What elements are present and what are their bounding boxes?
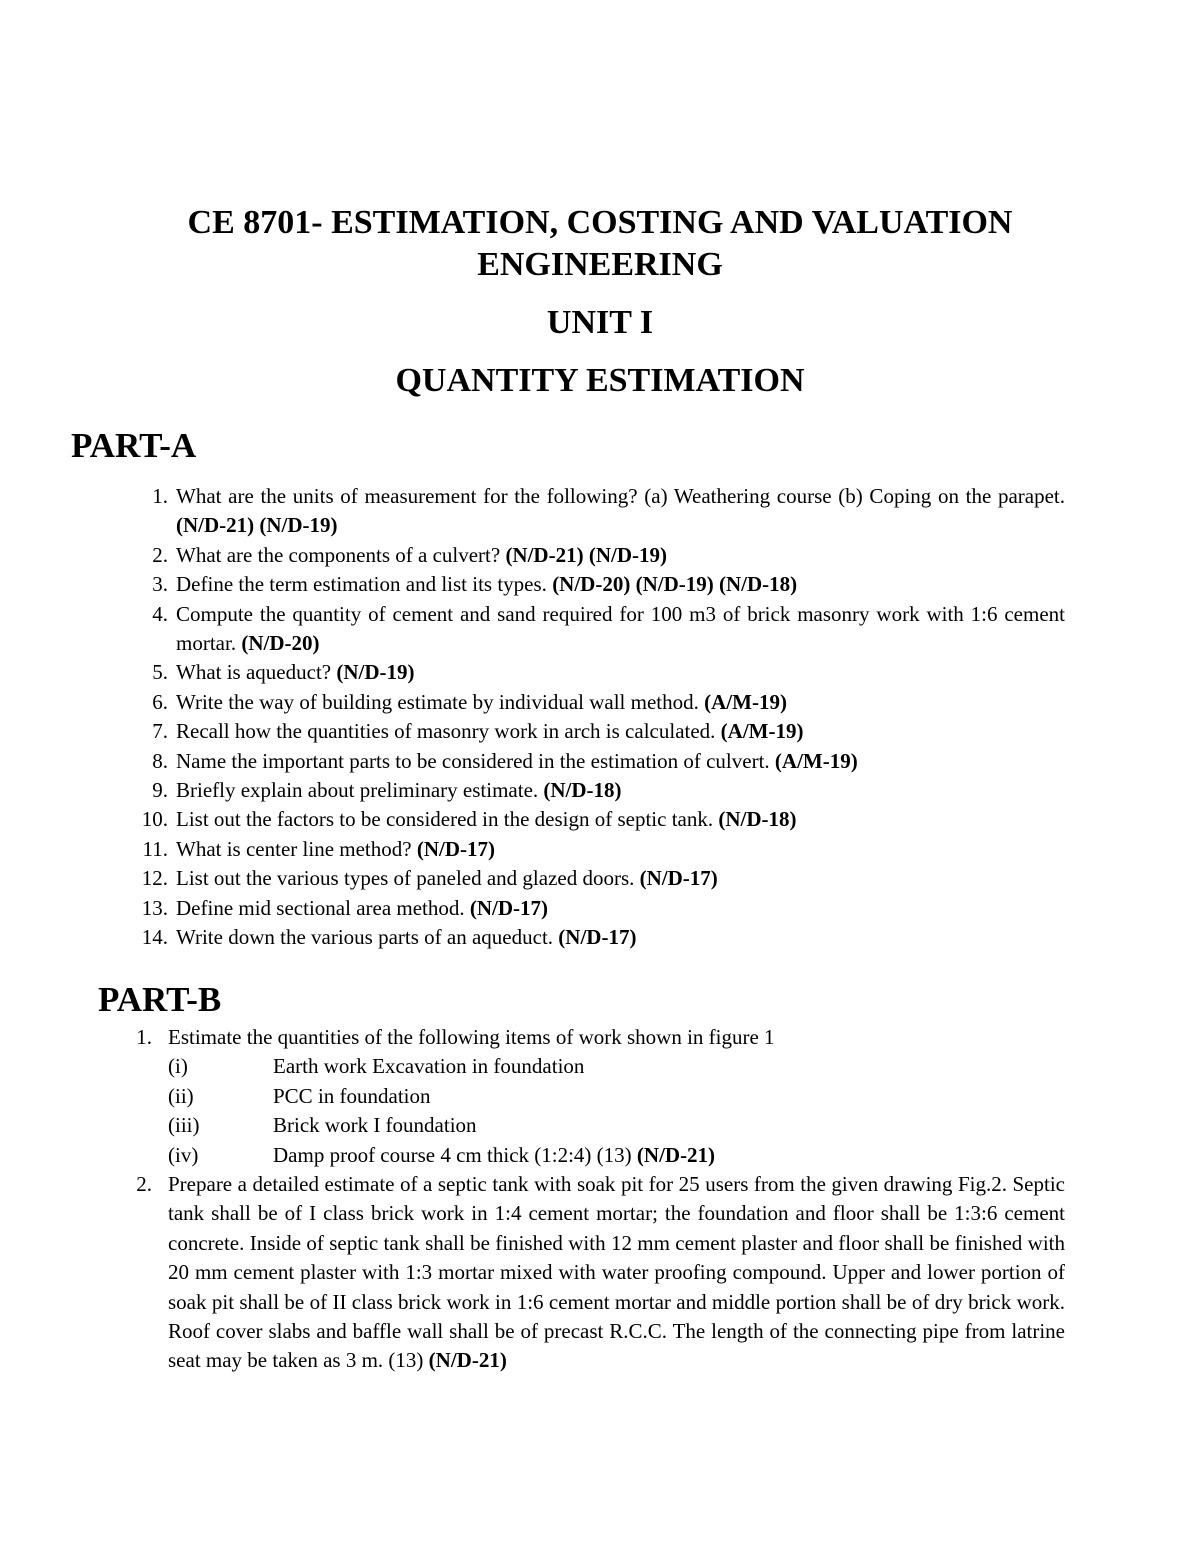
question-body xyxy=(176,717,1065,746)
unit-heading: UNIT I xyxy=(546,304,654,341)
question-body xyxy=(176,894,1065,923)
question-text: What are the components of a culvert? xyxy=(176,542,501,567)
list-item xyxy=(140,570,1065,599)
question-number: 2. xyxy=(136,1172,152,1197)
part-b-question-list xyxy=(130,1023,1065,1376)
question-number: 14. xyxy=(141,925,168,950)
question-body xyxy=(176,658,1065,687)
part-a-heading: PART-A xyxy=(71,426,197,465)
question-number: 11. xyxy=(142,836,168,861)
question-number: 10. xyxy=(141,807,168,832)
list-item xyxy=(140,864,1065,893)
exam-tag: (N/D-21) (N/D-19) xyxy=(176,513,338,538)
exam-tag: (N/D-19) xyxy=(336,660,415,685)
sub-item xyxy=(168,1111,1065,1140)
document-title-block xyxy=(0,202,1200,402)
question-text: What are the units of measurement for the following? (a) Weathering course (b) Coping on the parapet. xyxy=(176,484,1065,508)
question-text: Prepare a detailed estimate of a septic tank with soak pit for 25 users from the given drawing Fig.2. Septic tank shall be of I class brick work in 1:4 cement mortar; the foundation and floor shall be 1:3:6 cement concrete. Inside of septic tank shall be finished with 12 mm cement plaster and floor shall be finished with 20 mm cement plaster with 1:3 mortar mixed with water proofing compound. Upper and lower portion of soak pit shall be of II class brick work in 1:6 cement mortar and middle portion shall be of dry brick work. Roof cover slabs and baffle wall shall be of precast R.C.C. The length of the connecting pipe from latrine seat may be taken as 3 m. (13) xyxy=(168,1172,1065,1373)
question-body xyxy=(176,688,1065,717)
sub-item-text: PCC in foundation xyxy=(273,1083,431,1108)
sub-item-number: (i) xyxy=(168,1054,188,1079)
exam-tag: (N/D-18) xyxy=(543,778,622,803)
sub-item-number: (iv) xyxy=(168,1142,199,1167)
question-body xyxy=(176,747,1065,776)
question-number: 8. xyxy=(152,748,168,773)
question-text: Estimate the quantities of the following items of work shown in figure 1 xyxy=(168,1025,775,1049)
exam-tag: (N/D-17) xyxy=(558,925,637,950)
question-text: Recall how the quantities of masonry work in arch is calculated. xyxy=(176,719,716,744)
list-item xyxy=(140,747,1065,776)
question-text: List out the various types of paneled and glazed doors. xyxy=(176,866,635,891)
question-body xyxy=(176,835,1065,864)
list-item xyxy=(140,805,1065,834)
list-item xyxy=(140,600,1065,659)
question-text: Briefly explain about preliminary estimate. xyxy=(176,778,539,803)
course-title-line-2: ENGINEERING xyxy=(477,246,723,283)
exam-tag: (N/D-17) xyxy=(639,866,718,891)
exam-tag: (N/D-21) xyxy=(636,1142,716,1167)
sub-item xyxy=(168,1082,1065,1111)
question-number: 7. xyxy=(152,719,168,744)
exam-tag: (N/D-17) xyxy=(469,895,549,920)
question-number: 9. xyxy=(152,778,168,803)
question-body xyxy=(176,805,1065,834)
list-item xyxy=(140,541,1065,570)
question-number: 13. xyxy=(141,895,168,920)
part-a-question-list xyxy=(140,482,1065,953)
list-item xyxy=(140,717,1065,746)
sub-item-text: Earth work Excavation in foundation xyxy=(273,1054,585,1079)
question-body xyxy=(176,541,1065,570)
question-text: Define mid sectional area method. xyxy=(176,895,465,920)
part-b-heading: PART-B xyxy=(98,980,222,1019)
question-body xyxy=(176,482,1065,541)
question-number: 1. xyxy=(152,484,168,508)
exam-tag: (N/D-21) (N/D-19) xyxy=(505,542,667,567)
question-text: Name the important parts to be considered in the estimation of culvert. xyxy=(176,748,770,773)
exam-tag: (N/D-20) xyxy=(241,631,320,656)
sub-item-body xyxy=(273,1141,1065,1170)
question-text: What is aqueduct? xyxy=(176,660,332,685)
exam-tag: (N/D-17) xyxy=(416,836,495,861)
sub-item-number: (iii) xyxy=(168,1113,200,1138)
question-number: 2. xyxy=(152,542,168,567)
question-text: Compute the quantity of cement and sand required for 100 m3 of brick masonry work with 1:6 cement mortar. xyxy=(176,601,1065,656)
question-body xyxy=(176,864,1065,893)
question-body xyxy=(176,776,1065,805)
sub-item-number: (ii) xyxy=(168,1083,194,1108)
question-text: List out the factors to be considered in the design of septic tank. xyxy=(176,807,714,832)
list-item xyxy=(140,923,1065,952)
sub-item-text: Damp proof course 4 cm thick (1:2:4) (13) xyxy=(273,1142,632,1167)
list-item xyxy=(140,688,1065,717)
unit-topic-heading: QUANTITY ESTIMATION xyxy=(395,362,805,399)
question-number: 4. xyxy=(152,601,168,626)
list-item xyxy=(140,894,1065,923)
sub-question-list xyxy=(168,1052,1065,1170)
list-item xyxy=(140,776,1065,805)
sub-item xyxy=(168,1141,1065,1170)
question-number: 3. xyxy=(152,572,168,597)
question-text: Define the term estimation and list its types. xyxy=(176,572,547,597)
exam-tag: (N/D-21) xyxy=(428,1348,507,1373)
question-number: 6. xyxy=(152,689,168,714)
question-number: 1. xyxy=(136,1025,152,1049)
question-text: Write down the various parts of an aqueduct. xyxy=(176,925,554,950)
exam-tag: (N/D-20) (N/D-19) (N/D-18) xyxy=(552,572,798,597)
list-item xyxy=(130,1170,1065,1376)
sub-item-text: Brick work I foundation xyxy=(273,1113,477,1138)
question-body xyxy=(176,600,1065,659)
exam-tag: (A/M-19) xyxy=(704,689,787,714)
exam-tag: (A/M-19) xyxy=(720,719,804,744)
question-number: 5. xyxy=(152,660,168,685)
question-text: What is center line method? xyxy=(176,836,412,861)
question-body xyxy=(176,923,1065,952)
exam-tag: (N/D-18) xyxy=(718,807,797,832)
list-item xyxy=(140,658,1065,687)
question-body xyxy=(168,1170,1065,1376)
sub-item xyxy=(168,1052,1065,1081)
question-number: 12. xyxy=(141,866,168,891)
question-body xyxy=(176,570,1065,599)
exam-tag: (A/M-19) xyxy=(774,748,858,773)
course-title-line-1: CE 8701- ESTIMATION, COSTING AND VALUATION xyxy=(187,204,1013,241)
list-item xyxy=(140,835,1065,864)
question-body xyxy=(168,1023,1065,1170)
list-item xyxy=(140,482,1065,541)
list-item xyxy=(130,1023,1065,1170)
question-text: Write the way of building estimate by individual wall method. xyxy=(176,689,699,714)
